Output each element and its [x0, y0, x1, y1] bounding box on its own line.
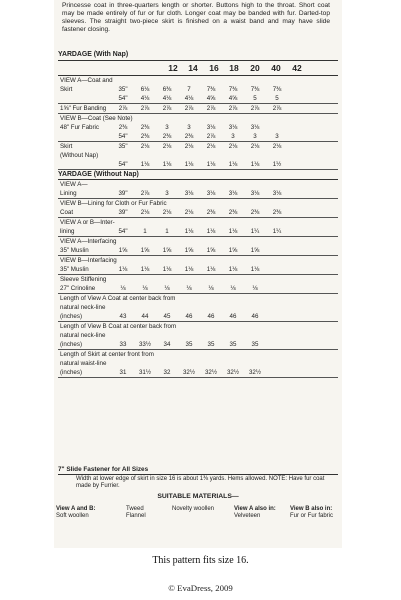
yardage-line: [58, 265, 338, 274]
yardage-line: [58, 94, 338, 103]
yardage-value: 1⅝: [206, 247, 216, 254]
yardage-value: 33: [119, 341, 127, 348]
row-label: natural neck-line: [60, 304, 106, 311]
row-label: 27" Crinoline: [60, 285, 96, 292]
yardage-value: 2⅞: [118, 104, 128, 112]
yardage-value: 4⅛: [140, 94, 150, 102]
yardage-line: [58, 246, 338, 255]
yardage-value: 46: [229, 313, 237, 320]
yardage-value: 2⅞: [184, 104, 194, 112]
yardage-value: 6⅜: [162, 85, 172, 93]
yardage-value: 1⅝: [118, 247, 128, 254]
yardage-value: 3⅛: [228, 123, 238, 131]
row-label: (inches): [60, 341, 83, 348]
yardage-value: 39": [118, 209, 128, 216]
yardage-value: 1⅝: [228, 247, 238, 254]
yardage-line: [58, 227, 338, 236]
yardage-value: 1⅛: [228, 266, 238, 273]
yardage-value: ⅛: [186, 285, 192, 292]
yardage-value: 7⅜: [206, 85, 216, 93]
yardage-value: 6⅛: [140, 85, 150, 93]
yardage-value: 2⅛: [250, 142, 260, 150]
yardage-value: 35: [229, 341, 237, 348]
yardage-value: 54": [118, 94, 128, 102]
yardage-line: [58, 76, 338, 85]
yardage-value: 33½: [138, 341, 152, 348]
yardage-value: 2⅞: [140, 190, 150, 197]
size-label: 12: [168, 62, 178, 73]
yardage-value: 7⅜: [250, 85, 260, 93]
pattern-description: Princesse coat in three-quarters length or shorter. Buttons high to the throat. Short coat may be made entirely of fur or fur cloth. Longer coat may be banded with fur. Darted-top sleeves. The straight two-piece skirt is finished on a waist band and may have slide fastener closing.: [62, 2, 330, 34]
yardage-value: 31½: [138, 369, 152, 376]
yardage-value: 39": [118, 190, 128, 197]
yardage-line: [58, 368, 338, 377]
yardage-value: 35: [207, 341, 215, 348]
yardage-line: [58, 114, 338, 123]
yardage-value: 1⅛: [184, 266, 194, 273]
yardage-value: 2⅜: [118, 123, 128, 131]
yardage-line: [58, 312, 338, 321]
yardage-line: [58, 303, 338, 312]
copyright-notice: © EvaDress, 2009: [168, 583, 233, 593]
yardage-row: [58, 114, 338, 142]
yardage-value: 2⅜: [140, 123, 150, 131]
yardage-value: 4⅝: [206, 94, 216, 102]
yardage-value: 2⅜: [250, 209, 260, 216]
yardage-row: [58, 199, 338, 218]
yardage-value: 2⅜: [140, 132, 150, 140]
material-text: Soft woollen: [56, 513, 89, 519]
yardage-value: 34: [163, 341, 171, 348]
row-label: Coat: [60, 209, 74, 216]
yardage-value: ⅛: [142, 285, 148, 292]
yardage-value: 3: [275, 132, 279, 140]
yardage-value: 32½: [204, 369, 218, 376]
yardage-with-nap-heading: YARDAGE (With Nap): [58, 50, 338, 61]
row-label: (Without Nap): [60, 151, 99, 159]
yardage-line: [58, 199, 338, 208]
yardage-value: 2⅛: [206, 142, 216, 150]
yardage-value: 32½: [248, 369, 262, 376]
yardage-value: ⅛: [120, 285, 126, 292]
yardage-value: 1⅛: [162, 266, 172, 273]
yardage-value: 35: [251, 341, 259, 348]
yardage-line: [58, 151, 338, 160]
yardage-value: 1⅛: [228, 160, 238, 168]
material-text: Velveteen: [234, 513, 261, 519]
yardage-value: 1⅛: [206, 228, 216, 235]
yardage-value: 35: [185, 341, 193, 348]
yardage-value: 2⅞: [162, 104, 172, 112]
yardage-value: 1⅛: [206, 160, 216, 168]
yardage-value: 46: [207, 313, 215, 320]
yardage-value: 2⅛: [184, 209, 194, 216]
yardage-value: 35": [118, 85, 128, 93]
row-label: Skirt: [60, 142, 73, 150]
yardage-value: 2⅛: [228, 142, 238, 150]
yardage-value: 32: [163, 369, 171, 376]
yardage-value: 31: [119, 369, 127, 376]
yardage-line: [58, 340, 338, 349]
row-label: natural waist-line: [60, 360, 107, 367]
yardage-rows-with-nap: [58, 76, 338, 170]
size-label: 18: [229, 62, 239, 73]
material-text: Tweed Flannel: [126, 506, 146, 519]
yardage-value: 1¼: [272, 228, 282, 235]
yardage-row: [58, 294, 338, 322]
material-text: Novelty woollen: [172, 506, 215, 512]
yardage-table: [58, 50, 338, 378]
row-label: 48" Fur Fabric: [60, 123, 99, 131]
row-label: Length of Skirt at center front from: [60, 351, 154, 358]
yardage-line: [58, 123, 338, 132]
yardage-line: [58, 142, 338, 151]
yardage-line: [58, 237, 338, 246]
yardage-value: ⅛: [252, 285, 258, 292]
yardage-value: 3⅛: [272, 190, 282, 197]
yardage-value: 1⅛: [250, 266, 260, 273]
yardage-value: ⅛: [208, 285, 214, 292]
yardage-value: 1⅛: [228, 228, 238, 235]
yardage-value: 2⅛: [272, 142, 282, 150]
row-label: 35" Muslin: [60, 266, 89, 273]
yardage-value: 54": [118, 160, 128, 168]
material-group: [172, 506, 226, 513]
row-label: VIEW A—Coat and: [60, 76, 113, 84]
yardage-value: 2⅜: [228, 209, 238, 216]
yardage-value: 2⅛: [184, 142, 194, 150]
yardage-value: 54": [118, 132, 128, 140]
width-and-hem-note: Width at lower edge of skirt in size 16 is about 1⅜ yards. Hems allowed. NOTE: Have fur coat made by Furrier.: [76, 476, 325, 489]
yardage-value: 7⅜: [272, 85, 282, 93]
size-label: 40: [271, 62, 281, 73]
yardage-row: [58, 256, 338, 275]
yardage-value: ⅛: [164, 285, 170, 292]
yardage-value: 7: [187, 85, 191, 93]
material-title: View A and B:: [56, 506, 96, 512]
yardage-line: [58, 275, 338, 284]
yardage-value: 2⅞: [206, 104, 216, 112]
yardage-value: 3⅛: [250, 190, 260, 197]
yardage-value: 2⅜: [206, 209, 216, 216]
yardage-row: [58, 142, 338, 170]
row-label: VIEW B—Lining for Cloth or Fur Fabric: [60, 200, 167, 207]
yardage-row: [58, 322, 338, 350]
yardage-value: 1⅛: [184, 160, 194, 168]
material-text: Fur or Fur fabric: [290, 513, 334, 519]
size-caption: This pattern fits size 16.: [152, 555, 249, 566]
row-label: lining: [60, 228, 75, 235]
size-header: [58, 61, 338, 76]
row-label: Skirt: [60, 85, 73, 93]
yardage-value: 3⅛: [228, 190, 238, 197]
yardage-line: [58, 284, 338, 293]
material-group: [290, 506, 342, 520]
row-label: 35" Muslin: [60, 247, 89, 254]
row-label: VIEW A—Interfacing: [60, 238, 117, 245]
yardage-value: 5: [253, 94, 257, 102]
pattern-envelope-back: [54, 0, 342, 548]
yardage-value: 2⅞: [228, 104, 238, 112]
yardage-value: 1½: [272, 160, 282, 168]
yardage-row: [58, 218, 338, 237]
material-title: View A also in:: [234, 506, 276, 512]
yardage-value: 54": [118, 228, 128, 235]
yardage-line: [58, 294, 338, 303]
yardage-value: 3: [165, 190, 169, 197]
yardage-value: 1⅛: [206, 266, 216, 273]
yardage-value: 3⅛: [184, 190, 194, 197]
material-group: [234, 506, 284, 520]
size-label: 14: [188, 62, 198, 73]
yardage-value: 32½: [226, 369, 240, 376]
yardage-value: 2⅜: [162, 132, 172, 140]
yardage-line: [58, 331, 338, 340]
yardage-row: [58, 76, 338, 104]
yardage-value: 35": [118, 142, 128, 150]
yardage-value: 43: [119, 313, 127, 320]
yardage-value: 4⅝: [228, 94, 238, 102]
yardage-value: 5: [275, 94, 279, 102]
yardage-value: 46: [251, 313, 259, 320]
yardage-footer: [58, 466, 338, 490]
yardage-value: 2⅜: [184, 132, 194, 140]
yardage-row: [58, 180, 338, 199]
row-label: Sleeve Stiffening: [60, 276, 107, 283]
yardage-value: 2⅞: [250, 104, 260, 112]
yardage-value: 2⅞: [206, 132, 216, 140]
yardage-value: 3⅛: [206, 190, 216, 197]
size-label: 20: [250, 62, 260, 73]
row-label: 1⅝" Fur Banding: [60, 104, 107, 112]
yardage-value: 2⅛: [162, 142, 172, 150]
row-label: VIEW B—Interfacing: [60, 257, 117, 264]
yardage-value: 4⅛: [184, 94, 194, 102]
size-label: 42: [292, 62, 302, 73]
yardage-value: 2⅛: [140, 142, 150, 150]
yardage-value: 45: [163, 313, 171, 320]
yardage-value: 44: [141, 313, 149, 320]
yardage-value: 2⅜: [272, 209, 282, 216]
yardage-value: 1⅝: [184, 247, 194, 254]
yardage-without-nap-heading: YARDAGE (Without Nap): [58, 170, 338, 181]
slide-fastener-note: 7" Slide Fastener for All Sizes: [58, 466, 338, 475]
yardage-value: 1⅛: [140, 266, 150, 273]
yardage-value: 3⅛: [250, 123, 260, 131]
yardage-line: [58, 180, 338, 189]
yardage-line: [58, 189, 338, 198]
row-label: VIEW A—: [60, 181, 88, 188]
yardage-line: [58, 208, 338, 217]
yardage-row: [58, 237, 338, 256]
yardage-value: ⅛: [230, 285, 236, 292]
yardage-value: 1⅛: [184, 228, 194, 235]
size-label: 16: [209, 62, 219, 73]
yardage-value: 3: [165, 123, 169, 131]
yardage-line: [58, 218, 338, 227]
suitable-materials-heading: SUITABLE MATERIALS—: [157, 493, 239, 500]
row-label: VIEW B—Coat (See Note): [60, 114, 133, 122]
yardage-value: 1⅛: [250, 160, 260, 168]
row-label: natural neck-line: [60, 332, 106, 339]
row-label: Length of View B Coat at center back from: [60, 323, 177, 330]
yardage-value: 3: [231, 132, 235, 140]
yardage-value: 3: [187, 123, 191, 131]
yardage-value: 1⅝: [250, 247, 260, 254]
yardage-value: 1⅝: [140, 247, 150, 254]
row-label: (inches): [60, 369, 83, 376]
yardage-line: [58, 350, 338, 359]
yardage-value: 46: [185, 313, 193, 320]
yardage-row: [58, 350, 338, 378]
material-group: [126, 506, 162, 520]
yardage-value: 2⅞: [272, 104, 282, 112]
yardage-line: [58, 359, 338, 368]
yardage-value: 4⅛: [162, 94, 172, 102]
yardage-value: 2⅛: [162, 209, 172, 216]
yardage-line: [58, 104, 338, 113]
row-label: Length of View A Coat at center back from: [60, 295, 176, 302]
yardage-value: 1⅛: [118, 266, 128, 273]
yardage-value: 1⅝: [162, 247, 172, 254]
yardage-line: [58, 85, 338, 94]
yardage-value: 1¼: [250, 228, 260, 235]
yardage-line: [58, 322, 338, 331]
row-label: (inches): [60, 313, 83, 320]
yardage-value: 32½: [182, 369, 196, 376]
yardage-row: [58, 275, 338, 294]
yardage-value: 2⅛: [140, 209, 150, 216]
yardage-value: 3⅛: [206, 123, 216, 131]
yardage-line: [58, 160, 338, 169]
row-label: VIEW A or B—Inter-: [60, 219, 115, 226]
yardage-value: 1⅛: [140, 160, 150, 168]
yardage-value: 1: [165, 228, 169, 235]
yardage-value: 7⅜: [228, 85, 238, 93]
row-label: Lining: [60, 190, 77, 197]
yardage-row: [58, 104, 338, 114]
yardage-line: [58, 132, 338, 141]
yardage-line: [58, 256, 338, 265]
yardage-rows-without-nap: [58, 180, 338, 378]
material-group: [56, 506, 116, 520]
yardage-value: 1⅛: [162, 160, 172, 168]
yardage-value: 1: [143, 228, 147, 235]
material-title: View B also in:: [290, 506, 333, 512]
yardage-value: 3: [253, 132, 257, 140]
yardage-value: 2⅞: [140, 104, 150, 112]
